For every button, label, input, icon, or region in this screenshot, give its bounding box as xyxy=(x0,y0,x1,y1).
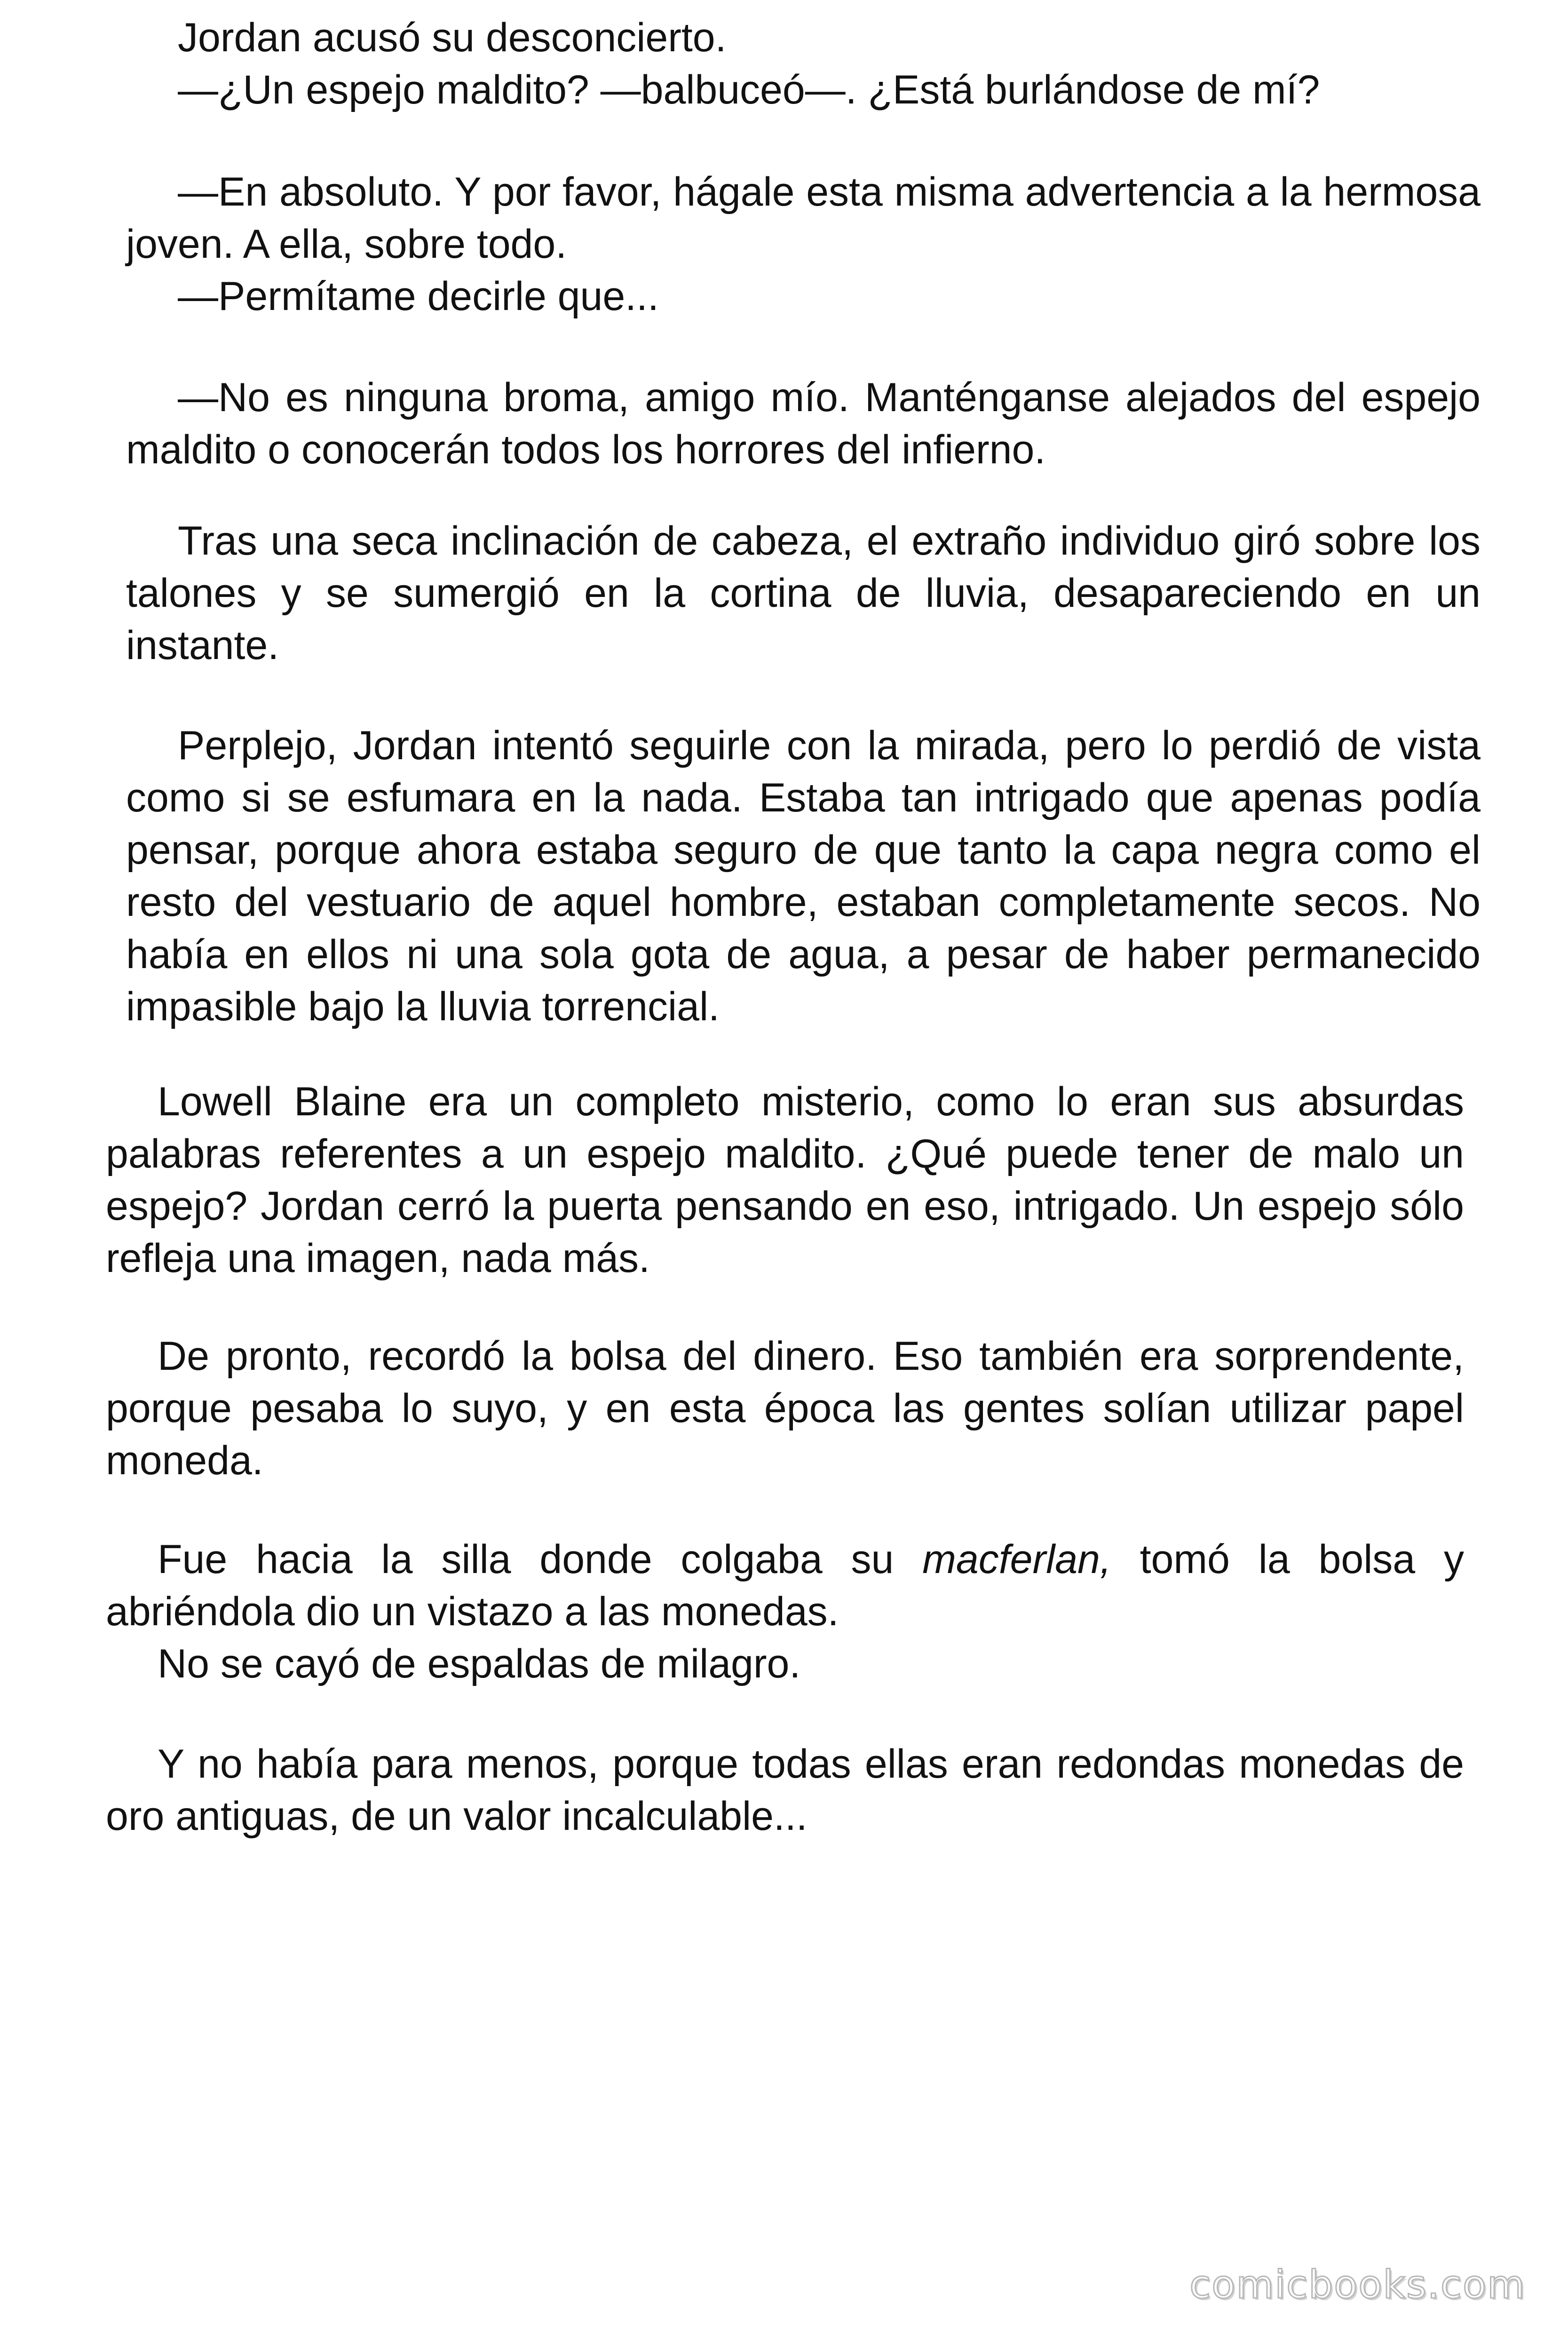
paragraph-line: —No es ninguna broma, amigo mío. Manténganse alejados del espejo maldito o conocerán todos los horrores del infierno. xyxy=(126,375,1481,472)
paragraph-line: Jordan acusó su desconcierto. xyxy=(178,15,727,60)
paragraph-line: Perplejo, Jordan intentó seguirle con la mirada, pero lo perdió de vista como si se esfumara en la nada. Estaba tan intrigado que apenas podía pensar, porque ahora estaba seguro de que tanto la capa negra como el resto del vestuario de aquel hombre, estaban completamente secos. No había en ellos ni una sola gota de agua, a pesar de haber permanecido impasible bajo la lluvia torrencial. xyxy=(126,723,1481,1029)
paragraph-7 xyxy=(106,1330,1464,1487)
paragraph-line: —¿Un espejo maldito? —balbuceó—. ¿Está burlándose de mí? xyxy=(178,67,1320,112)
paragraph-line: Y no había para menos, porque todas ellas eran redondas monedas de oro antiguas, de un valor incalculable... xyxy=(106,1741,1464,1839)
text-run: tomó la bolsa y abriéndola dio un vistazo a las monedas. xyxy=(106,1537,1465,1634)
paragraph-1 xyxy=(126,12,1481,116)
paragraph-line: —Permítame decirle que... xyxy=(178,274,659,319)
paragraph-line: De pronto, recordó la bolsa del dinero. Eso también era sorprendente, porque pesaba lo suyo, y en esta época las gentes solían utilizar papel moneda. xyxy=(106,1334,1464,1483)
paragraph-9 xyxy=(106,1738,1464,1843)
paragraph-6 xyxy=(106,1076,1464,1285)
paragraph-line xyxy=(106,1534,1464,1638)
watermark: comicbooks.com xyxy=(1189,2263,1526,2307)
paragraph-line: No se cayó de espaldas de milagro. xyxy=(158,1641,801,1686)
paragraph-2 xyxy=(126,166,1481,323)
paragraph-8 xyxy=(106,1534,1464,1690)
paragraph-line: Tras una seca inclinación de cabeza, el extraño individuo giró sobre los talones y se sumergió en la cortina de lluvia, desapareciendo en un instante. xyxy=(126,518,1481,668)
text-run: Fue hacia la silla donde colgaba su xyxy=(158,1537,923,1582)
paragraph-5 xyxy=(126,720,1481,1033)
paragraph-3 xyxy=(126,372,1481,476)
italic-word: macferlan, xyxy=(922,1537,1111,1582)
paragraph-line: —En absoluto. Y por favor, hágale esta misma advertencia a la hermosa joven. A ella, sobre todo. xyxy=(126,169,1481,267)
paragraph-4 xyxy=(126,515,1481,672)
paragraph-line: Lowell Blaine era un completo misterio, como lo eran sus absurdas palabras referentes a un espejo maldito. ¿Qué puede tener de malo un espejo? Jordan cerró la puerta pensando en eso, intrigado. Un espejo sólo refleja una imagen, nada más. xyxy=(106,1079,1464,1281)
